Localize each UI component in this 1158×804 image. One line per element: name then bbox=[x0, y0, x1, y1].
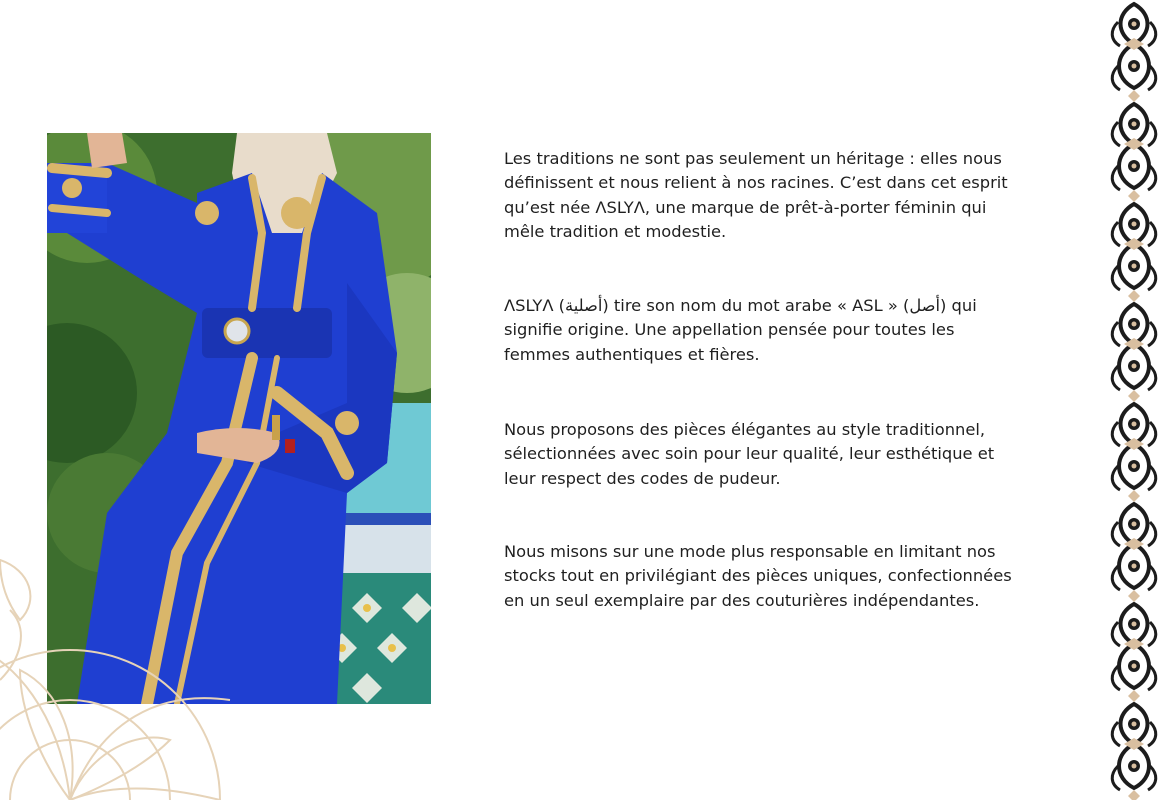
text-line: Nous misons sur une mode plus responsable en limitant nos bbox=[504, 542, 996, 561]
mandala-line-ornament-icon bbox=[0, 540, 260, 800]
text-line: définissent et nous relient à nos racines. C’est dans cet esprit bbox=[504, 173, 1008, 193]
text-line: femmes authentiques et fières. bbox=[504, 344, 760, 364]
text-line: leur respect des codes de pudeur. bbox=[504, 468, 781, 488]
paragraph-offer bbox=[504, 418, 994, 491]
text-line: mêle tradition et modestie. bbox=[504, 222, 727, 242]
text-line: signifie origine. Une appellation pensée pour toutes les bbox=[504, 320, 955, 340]
text-line: sélectionnées avec soin pour leur qualité, leur esthétique et bbox=[504, 444, 995, 464]
text-line: ΛSLYΛ (أصلية) tire son nom du mot arabe « ASL » (أصل) qui bbox=[504, 296, 977, 315]
text-line: en un seul exemplaire par des couturières indépendantes. bbox=[504, 590, 980, 610]
paragraph-name-origin bbox=[504, 294, 977, 367]
text-line: Nous proposons des pièces élégantes au style traditionnel, bbox=[504, 420, 986, 439]
text-line: qu’est née ΛSLYΛ, une marque de prêt-à-porter féminin qui bbox=[504, 197, 987, 217]
paragraph-responsible bbox=[504, 540, 1012, 613]
paragraph-intro bbox=[504, 147, 1008, 245]
text-line: Les traditions ne sont pas seulement un héritage : elles nous bbox=[504, 149, 1002, 168]
text-line: stocks tout en privilégiant des pièces uniques, confectionnées bbox=[504, 566, 1012, 586]
moroccan-arabesque-border-icon bbox=[1110, 0, 1158, 800]
